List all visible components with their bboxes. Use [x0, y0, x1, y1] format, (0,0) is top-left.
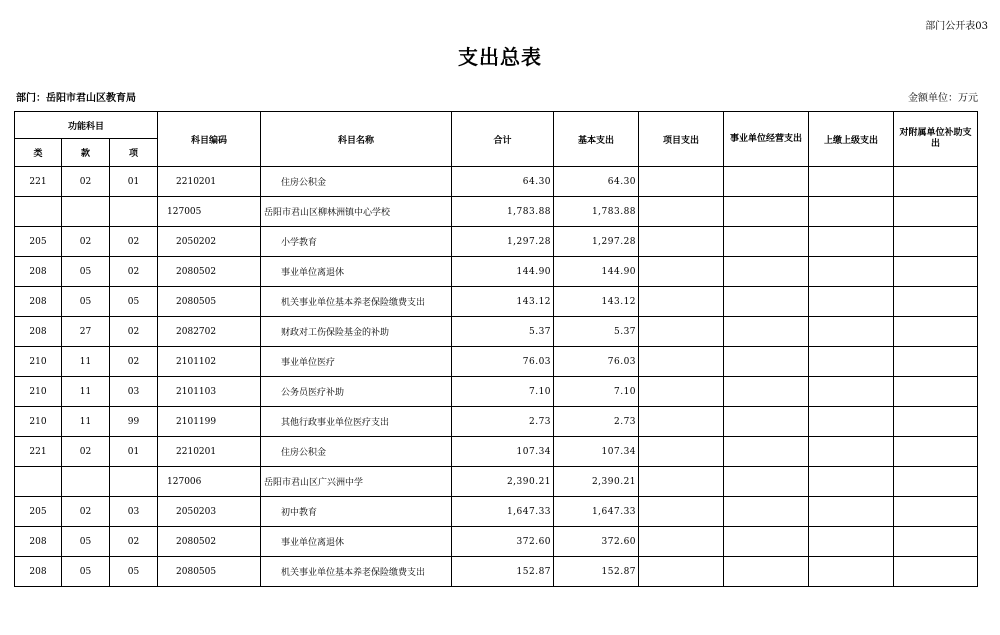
cell-kuan: [62, 197, 110, 227]
table-row: [15, 377, 978, 407]
cell-lei: 208: [15, 557, 62, 587]
cell-upper: [809, 557, 894, 587]
cell-code: 2101102: [158, 347, 261, 377]
cell-name: 小学教育: [261, 227, 452, 257]
cell-project: [639, 527, 724, 557]
cell-upper: [809, 497, 894, 527]
cell-business: [724, 287, 809, 317]
cell-upper: [809, 527, 894, 557]
header-total: 合计: [452, 112, 554, 167]
cell-subsidy: [894, 377, 978, 407]
cell-upper: [809, 317, 894, 347]
cell-xiang: 03: [110, 377, 158, 407]
cell-total: 152.87: [452, 557, 554, 587]
cell-project: [639, 347, 724, 377]
cell-upper: [809, 197, 894, 227]
header-project: 项目支出: [639, 112, 724, 167]
cell-basic: 76.03: [554, 347, 639, 377]
header-subsidy: 对附属单位补助支出: [894, 112, 978, 167]
header-xiang: 项: [110, 139, 158, 167]
cell-project: [639, 197, 724, 227]
table-row: [15, 347, 978, 377]
cell-upper: [809, 467, 894, 497]
cell-project: [639, 407, 724, 437]
table-row: [15, 557, 978, 587]
cell-xiang: 01: [110, 437, 158, 467]
cell-basic: 144.90: [554, 257, 639, 287]
cell-xiang: 02: [110, 257, 158, 287]
cell-total: 7.10: [452, 377, 554, 407]
cell-code: 2210201: [158, 437, 261, 467]
cell-subsidy: [894, 407, 978, 437]
cell-basic: 1,783.88: [554, 197, 639, 227]
header-code: 科目编码: [158, 112, 261, 167]
header-basic: 基本支出: [554, 112, 639, 167]
header-func-subject: 功能科目: [15, 112, 158, 139]
cell-subsidy: [894, 167, 978, 197]
cell-business: [724, 527, 809, 557]
cell-lei: [15, 467, 62, 497]
cell-subsidy: [894, 197, 978, 227]
cell-basic: 2,390.21: [554, 467, 639, 497]
cell-total: 76.03: [452, 347, 554, 377]
cell-total: 1,297.28: [452, 227, 554, 257]
cell-upper: [809, 437, 894, 467]
cell-business: [724, 317, 809, 347]
cell-lei: 221: [15, 167, 62, 197]
cell-kuan: [62, 467, 110, 497]
cell-xiang: 05: [110, 287, 158, 317]
table-row: [15, 317, 978, 347]
header-name: 科目名称: [261, 112, 452, 167]
cell-name: 岳阳市君山区广兴洲中学: [261, 467, 452, 497]
cell-upper: [809, 377, 894, 407]
cell-business: [724, 377, 809, 407]
cell-upper: [809, 407, 894, 437]
cell-basic: 372.60: [554, 527, 639, 557]
table-row: [15, 467, 978, 497]
cell-code: 2082702: [158, 317, 261, 347]
cell-subsidy: [894, 317, 978, 347]
cell-total: 143.12: [452, 287, 554, 317]
cell-name: 其他行政事业单位医疗支出: [261, 407, 452, 437]
cell-lei: 208: [15, 527, 62, 557]
cell-xiang: 02: [110, 527, 158, 557]
cell-xiang: 03: [110, 497, 158, 527]
cell-business: [724, 407, 809, 437]
cell-project: [639, 167, 724, 197]
cell-subsidy: [894, 527, 978, 557]
cell-code: 2080505: [158, 557, 261, 587]
header-business: 事业单位经营支出: [724, 112, 809, 167]
cell-kuan: 02: [62, 227, 110, 257]
cell-name: 事业单位离退休: [261, 257, 452, 287]
cell-code: 127005: [158, 197, 261, 227]
cell-subsidy: [894, 497, 978, 527]
cell-project: [639, 257, 724, 287]
cell-xiang: 02: [110, 227, 158, 257]
cell-code: 2080502: [158, 257, 261, 287]
cell-project: [639, 467, 724, 497]
cell-xiang: 02: [110, 317, 158, 347]
cell-basic: 152.87: [554, 557, 639, 587]
cell-code: 2101199: [158, 407, 261, 437]
cell-total: 144.90: [452, 257, 554, 287]
cell-lei: 208: [15, 317, 62, 347]
table-row: [15, 437, 978, 467]
cell-basic: 7.10: [554, 377, 639, 407]
cell-upper: [809, 347, 894, 377]
cell-xiang: 02: [110, 347, 158, 377]
cell-basic: 2.73: [554, 407, 639, 437]
table-row: [15, 407, 978, 437]
cell-code: 2050203: [158, 497, 261, 527]
header-kuan: 款: [62, 139, 110, 167]
cell-project: [639, 317, 724, 347]
cell-code: 2080505: [158, 287, 261, 317]
cell-project: [639, 497, 724, 527]
cell-kuan: 27: [62, 317, 110, 347]
cell-code: 2050202: [158, 227, 261, 257]
cell-xiang: 05: [110, 557, 158, 587]
cell-kuan: 11: [62, 347, 110, 377]
cell-code: 127006: [158, 467, 261, 497]
cell-kuan: 02: [62, 167, 110, 197]
cell-lei: [15, 197, 62, 227]
cell-xiang: 99: [110, 407, 158, 437]
expenditure-table: [14, 111, 978, 587]
cell-total: 107.34: [452, 437, 554, 467]
cell-upper: [809, 227, 894, 257]
cell-project: [639, 227, 724, 257]
cell-kuan: 02: [62, 497, 110, 527]
cell-subsidy: [894, 257, 978, 287]
cell-lei: 208: [15, 257, 62, 287]
cell-upper: [809, 257, 894, 287]
cell-code: 2080502: [158, 527, 261, 557]
cell-total: 64.30: [452, 167, 554, 197]
cell-subsidy: [894, 467, 978, 497]
cell-total: 2,390.21: [452, 467, 554, 497]
cell-kuan: 02: [62, 437, 110, 467]
cell-project: [639, 377, 724, 407]
table-row: [15, 257, 978, 287]
cell-subsidy: [894, 557, 978, 587]
cell-lei: 205: [15, 497, 62, 527]
cell-basic: 1,297.28: [554, 227, 639, 257]
cell-business: [724, 197, 809, 227]
cell-lei: 205: [15, 227, 62, 257]
cell-total: 2.73: [452, 407, 554, 437]
cell-basic: 64.30: [554, 167, 639, 197]
cell-name: 公务员医疗补助: [261, 377, 452, 407]
cell-upper: [809, 287, 894, 317]
cell-business: [724, 467, 809, 497]
cell-subsidy: [894, 437, 978, 467]
cell-kuan: 11: [62, 407, 110, 437]
cell-name: 岳阳市君山区柳林洲镇中心学校: [261, 197, 452, 227]
cell-name: 住房公积金: [261, 167, 452, 197]
table-row: [15, 197, 978, 227]
cell-business: [724, 497, 809, 527]
cell-xiang: [110, 197, 158, 227]
cell-xiang: 01: [110, 167, 158, 197]
table-body: [15, 167, 978, 587]
cell-name: 初中教育: [261, 497, 452, 527]
table-row: [15, 287, 978, 317]
cell-subsidy: [894, 227, 978, 257]
cell-business: [724, 227, 809, 257]
cell-lei: 221: [15, 437, 62, 467]
cell-total: 1,647.33: [452, 497, 554, 527]
cell-total: 5.37: [452, 317, 554, 347]
amount-unit-label: 金额单位：万元: [908, 93, 978, 104]
cell-lei: 210: [15, 407, 62, 437]
cell-name: 事业单位医疗: [261, 347, 452, 377]
cell-subsidy: [894, 287, 978, 317]
cell-subsidy: [894, 347, 978, 377]
cell-basic: 143.12: [554, 287, 639, 317]
cell-business: [724, 437, 809, 467]
table-row: [15, 167, 978, 197]
department-label: 部门：岳阳市君山区教育局: [16, 93, 136, 104]
cell-name: 财政对工伤保险基金的补助: [261, 317, 452, 347]
cell-name: 事业单位离退休: [261, 527, 452, 557]
table-row: [15, 227, 978, 257]
cell-xiang: [110, 467, 158, 497]
cell-kuan: 05: [62, 287, 110, 317]
cell-name: 住房公积金: [261, 437, 452, 467]
cell-upper: [809, 167, 894, 197]
cell-lei: 210: [15, 377, 62, 407]
cell-business: [724, 347, 809, 377]
cell-project: [639, 437, 724, 467]
cell-kuan: 11: [62, 377, 110, 407]
form-code: 部门公开表03: [925, 21, 988, 32]
header-lei: 类: [15, 139, 62, 167]
cell-basic: 5.37: [554, 317, 639, 347]
cell-project: [639, 287, 724, 317]
table-row: [15, 527, 978, 557]
cell-kuan: 05: [62, 527, 110, 557]
cell-total: 372.60: [452, 527, 554, 557]
cell-business: [724, 257, 809, 287]
cell-name: 机关事业单位基本养老保险缴费支出: [261, 287, 452, 317]
cell-kuan: 05: [62, 557, 110, 587]
cell-name: 机关事业单位基本养老保险缴费支出: [261, 557, 452, 587]
cell-business: [724, 167, 809, 197]
cell-code: 2101103: [158, 377, 261, 407]
header-upper: 上缴上级支出: [809, 112, 894, 167]
cell-business: [724, 557, 809, 587]
cell-kuan: 05: [62, 257, 110, 287]
page-title: 支出总表: [458, 45, 542, 69]
cell-code: 2210201: [158, 167, 261, 197]
cell-lei: 208: [15, 287, 62, 317]
cell-basic: 1,647.33: [554, 497, 639, 527]
cell-lei: 210: [15, 347, 62, 377]
table-row: [15, 497, 978, 527]
cell-project: [639, 557, 724, 587]
cell-basic: 107.34: [554, 437, 639, 467]
cell-total: 1,783.88: [452, 197, 554, 227]
